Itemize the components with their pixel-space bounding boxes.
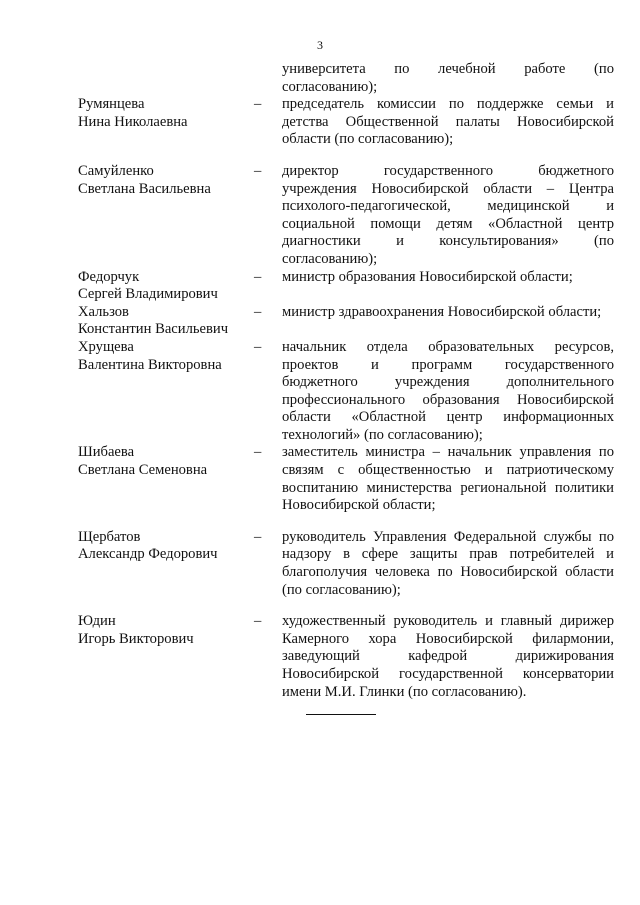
position-line: согласованию); xyxy=(282,250,378,267)
position-line: социальной помощи детям «Областной центр xyxy=(282,215,614,232)
member-position xyxy=(282,529,614,599)
member-surname: Хрущева xyxy=(78,338,134,355)
member-given-names: Сергей Владимирович xyxy=(78,286,218,303)
position-line: руководитель Управления Федеральной службы по xyxy=(282,528,614,545)
member-position xyxy=(282,304,614,322)
position-line: (по согласованию); xyxy=(282,581,401,598)
entry-dash: – xyxy=(254,338,262,355)
member-name xyxy=(78,304,254,339)
entry-dash: – xyxy=(254,96,262,113)
member-given-names: Светлана Семеновна xyxy=(78,462,208,479)
entry-dash: – xyxy=(254,162,262,179)
member-given-names: Константин Васильевич xyxy=(78,321,229,338)
member-name xyxy=(78,269,254,304)
member-entry xyxy=(78,96,614,149)
member-name xyxy=(78,339,254,374)
member-position xyxy=(282,269,614,287)
end-separator-line xyxy=(306,714,376,715)
member-given-names xyxy=(78,79,254,97)
member-surname: Щербатов xyxy=(78,528,141,545)
position-line: психолого-педагогической, медицинской и xyxy=(282,198,614,215)
entry-dash: – xyxy=(254,528,262,545)
member-entry xyxy=(78,304,614,339)
position-line: проектов и программ государственного xyxy=(282,356,614,373)
position-line: заведующий кафедрой дирижирования xyxy=(282,648,614,665)
position-line: Новосибирской государственной консерватории xyxy=(282,666,614,682)
page-number: 3 xyxy=(317,38,323,52)
member-position xyxy=(282,163,614,269)
member-entry xyxy=(78,163,614,269)
position-line: технологий» (по согласованию); xyxy=(282,426,483,443)
position-line: благополучия человека по Новосибирской области xyxy=(282,564,614,581)
position-line: надзору в сфере защиты прав потребителей и xyxy=(282,546,614,563)
member-position xyxy=(282,444,614,514)
position-line: имени М.И. Глинки (по согласованию). xyxy=(282,683,527,700)
entry-dash: – xyxy=(254,268,262,285)
member-given-names: Нина Николаевна xyxy=(78,113,188,130)
position-line: детства Общественной палаты Новосибирской xyxy=(282,113,614,130)
member-surname xyxy=(78,61,254,79)
member-surname: Румянцева xyxy=(78,96,145,113)
member-entry xyxy=(78,339,614,445)
member-surname: Шибаева xyxy=(78,444,135,461)
member-given-names: Валентина Викторовна xyxy=(78,356,222,373)
member-name xyxy=(78,61,254,96)
member-entry xyxy=(78,529,614,599)
member-entry xyxy=(78,269,614,304)
entry-dash: – xyxy=(254,303,262,320)
position-line: области (по согласованию); xyxy=(282,131,454,148)
member-name xyxy=(78,613,254,648)
position-line: министр здравоохранения Новосибирской области; xyxy=(282,303,602,320)
member-surname: Юдин xyxy=(78,613,116,630)
member-name xyxy=(78,163,254,198)
position-line: согласованию); xyxy=(282,78,378,95)
position-line: связям с общественностью и патриотическому xyxy=(282,462,614,479)
member-given-names: Светлана Васильевна xyxy=(78,180,211,197)
member-given-names: Александр Федорович xyxy=(78,546,218,563)
member-entry xyxy=(78,444,614,514)
position-line: начальник отдела образовательных ресурсов, xyxy=(282,338,614,355)
position-line: бюджетного учреждения дополнительного xyxy=(282,374,614,391)
position-line: художественный руководитель и главный дирижер xyxy=(282,613,614,630)
position-line: воспитанию министерства региональной политики xyxy=(282,479,614,496)
member-position xyxy=(282,96,614,149)
position-line: области «Областной центр информационных xyxy=(282,409,614,426)
entry-dash: – xyxy=(254,613,262,630)
member-entry xyxy=(78,613,614,701)
member-position xyxy=(282,339,614,445)
member-name xyxy=(78,444,254,479)
position-line: университета по лечебной работе (по xyxy=(282,61,614,77)
member-name xyxy=(78,529,254,564)
member-surname: Хальзов xyxy=(78,303,129,320)
position-line: диагностики и консультирования» (по xyxy=(282,233,614,250)
position-line: учреждения Новосибирской области – Центра xyxy=(282,180,614,197)
member-list xyxy=(78,61,614,701)
position-line: председатель комиссии по поддержке семьи и xyxy=(282,96,614,113)
position-line: заместитель министра – начальник управления по xyxy=(282,444,614,461)
member-name xyxy=(78,96,254,131)
member-position xyxy=(282,613,614,701)
position-line: Камерного хора Новосибирской филармонии, xyxy=(282,630,614,647)
member-surname: Самуйленко xyxy=(78,162,154,179)
member-surname: Федорчук xyxy=(78,268,140,285)
position-line: министр образования Новосибирской области; xyxy=(282,268,573,285)
position-line: профессионального образования Новосибирской xyxy=(282,391,614,408)
entry-dash: – xyxy=(254,444,262,461)
position-line: директор государственного бюджетного xyxy=(282,162,614,179)
position-line: Новосибирской области; xyxy=(282,497,436,514)
member-position xyxy=(282,61,614,96)
member-entry xyxy=(78,61,614,96)
member-given-names: Игорь Викторович xyxy=(78,630,194,647)
